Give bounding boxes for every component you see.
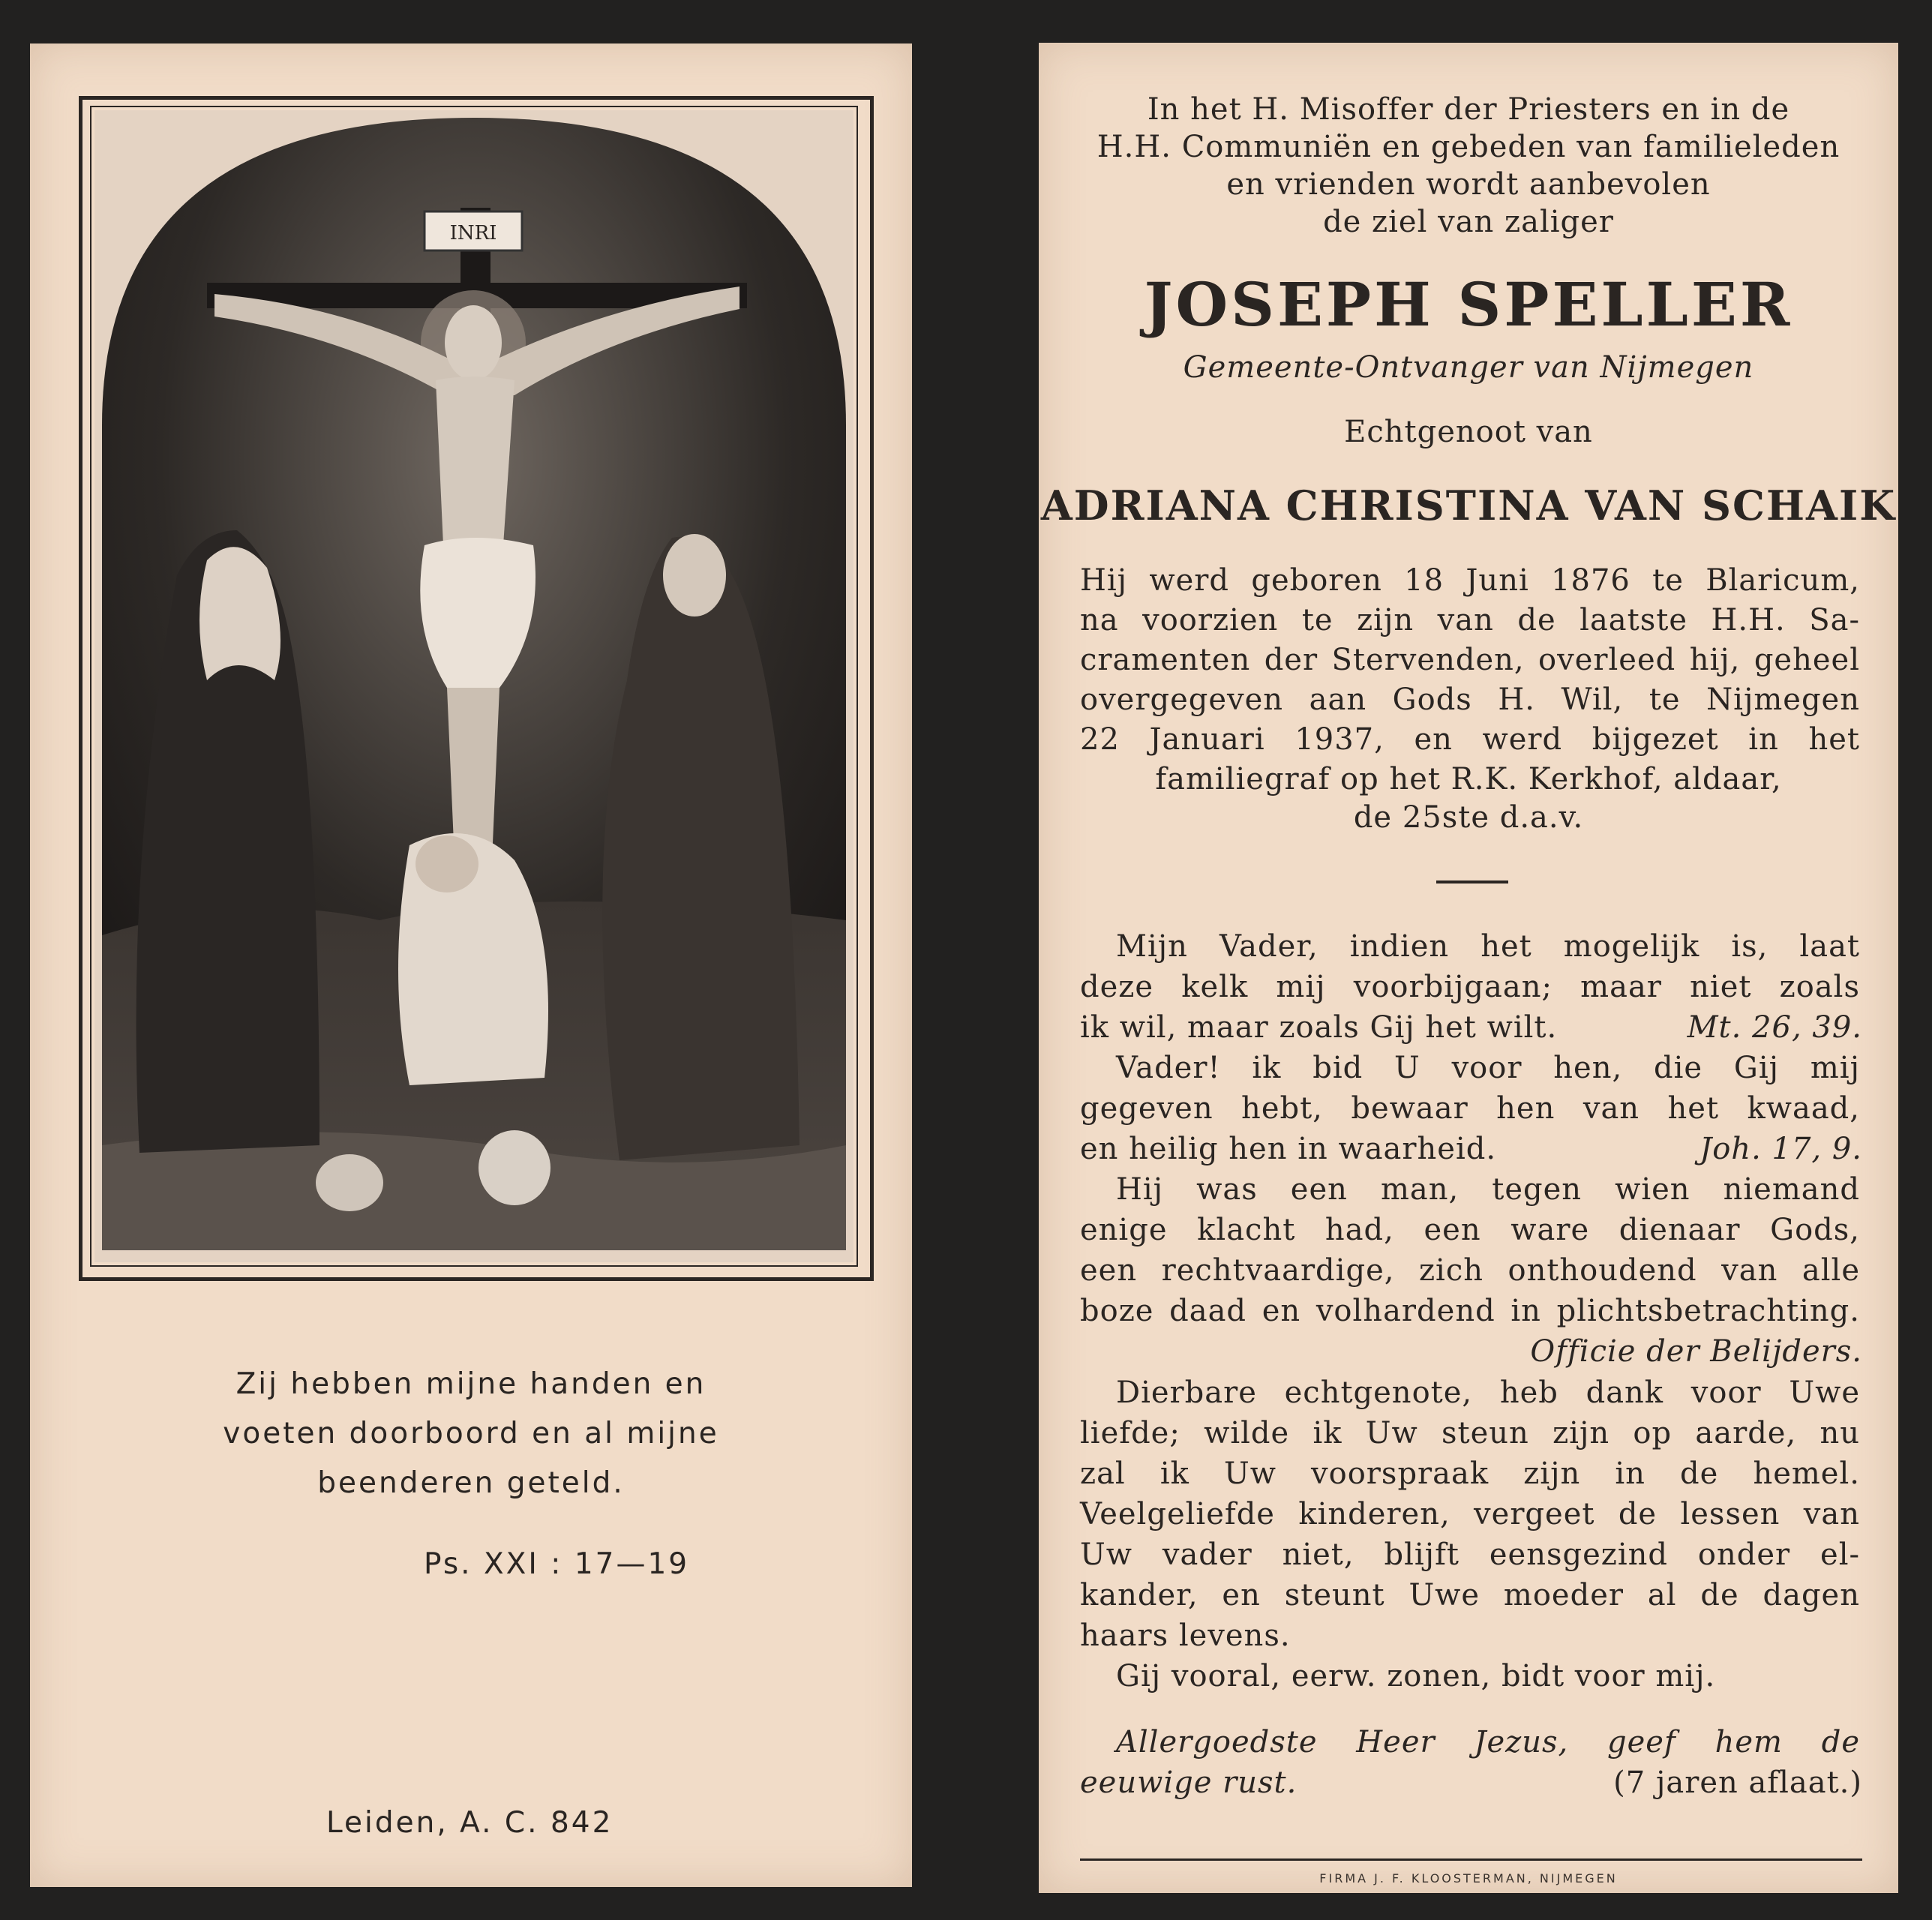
prayer-line-2: eeuwige rust. [1080,1766,1298,1800]
quote1-line-3: ik wil, maar zoals Gij het wilt. [1080,1010,1558,1045]
crucifixion-picture [94,110,854,1262]
prayer-line-1: Allergoedste Heer Jezus, geef hem de [1116,1725,1860,1760]
quote2-line-1: Vader! ik bid U voor hen, die Gij mij [1116,1051,1860,1085]
divider-short [1436,880,1508,884]
christ-head [445,305,502,380]
right-card [1039,43,1898,1893]
intro-line-2: H.H. Communiën en gebeden van familieleden [1096,130,1840,164]
intro-line-3: en vrienden wordt aanbevolen [1226,167,1711,202]
farewell-line-7: haars levens. [1080,1618,1291,1653]
quote3-line-3: een rechtvaardige, zich onthoudend van alle [1080,1253,1860,1288]
bio-line-1: Hij werd geboren 18 Juni 1876 te Blaricum, [1080,563,1860,598]
quote2-reference: Joh. 17, 9. [1700,1132,1862,1166]
bio-line-3: cramenten der Stervenden, overleed hij, geheel [1080,643,1860,677]
verse-reference: Ps. XXI : 17—19 [424,1547,690,1581]
divider-long [1080,1858,1862,1861]
quote3-line-4: boze daad en volhardend in plichtsbetrachting. [1080,1294,1860,1328]
quote2-line-3: en heilig hen in waarheid. [1080,1132,1497,1166]
skull [316,1154,383,1211]
spouse-intro: Echtgenoot van [1344,415,1593,449]
bio-line-7: de 25ste d.a.v. [1353,800,1584,835]
john-head [663,534,726,616]
quote1-line-1: Mijn Vader, indien het mogelijk is, laat [1116,929,1860,964]
bio-line-6: familiegraf op het R.K. Kerkhof, aldaar, [1155,762,1782,796]
intro-line-1: In het H. Misoffer der Priesters en in de [1147,92,1790,127]
inri-text: INRI [449,222,497,244]
bio-line-4: overgegeven aan Gods H. Wil, te Nijmegen [1080,682,1860,717]
intro-line-4: de ziel van zaliger [1323,205,1614,239]
magdalene-head [416,836,478,892]
verse-line-3: beenderen geteld. [317,1466,625,1500]
quote1-reference: Mt. 26, 39. [1687,1010,1862,1045]
spouse-name: ADRIANA CHRISTINA VAN SCHAIK [1040,482,1897,530]
quote1-line-2: deze kelk mij voorbijgaan; maar niet zoals [1080,970,1860,1004]
quote3-reference: Officie der Belijders. [1530,1334,1862,1369]
farewell-line-1: Dierbare echtgenote, heb dank voor Uwe [1116,1376,1860,1410]
printer-imprint: FIRMA J. F. KLOOSTERMAN, NIJMEGEN [1319,1871,1618,1886]
jar [478,1130,550,1205]
left-card [30,44,912,1887]
verse-line-1: Zij hebben mijne handen en [236,1367,706,1401]
quote3-line-1: Hij was een man, tegen wien niemand [1116,1172,1860,1207]
christ-torso [436,376,514,553]
farewell-line-5: Uw vader niet, blijft eensgezind onder el- [1080,1538,1860,1572]
deceased-name: JOSEPH SPELLER [1144,269,1793,340]
bio-line-5: 22 Januari 1937, en werd bijgezet in het [1080,722,1860,757]
bio-line-2: na voorzien te zijn van de laatste H.H. Sa- [1080,603,1860,638]
quote2-line-2: gegeven hebt, bewaar hen van het kwaad, [1080,1091,1860,1126]
farewell-line-4: Veelgeliefde kinderen, vergeet de lessen van [1080,1497,1860,1532]
verse-line-2: voeten doorboord en al mijne [223,1417,719,1450]
occupation: Gemeente-Ontvanger van Nijmegen [1183,350,1754,385]
quote3-line-2: enige klacht had, een ware dienaar Gods, [1080,1213,1860,1247]
farewell-line-3: zal ik Uw voorspraak zijn in de hemel. [1080,1456,1860,1491]
indulgence: (7 jaren aflaat.) [1613,1766,1862,1800]
imprint-left: Leiden, A. C. 842 [326,1806,614,1840]
sons-line: Gij vooral, eerw. zonen, bidt voor mij. [1116,1659,1716,1694]
farewell-line-6: kander, en steunt Uwe moeder al de dagen [1080,1578,1860,1612]
farewell-line-2: liefde; wilde ik Uw steun zijn op aarde, nu [1080,1416,1860,1450]
